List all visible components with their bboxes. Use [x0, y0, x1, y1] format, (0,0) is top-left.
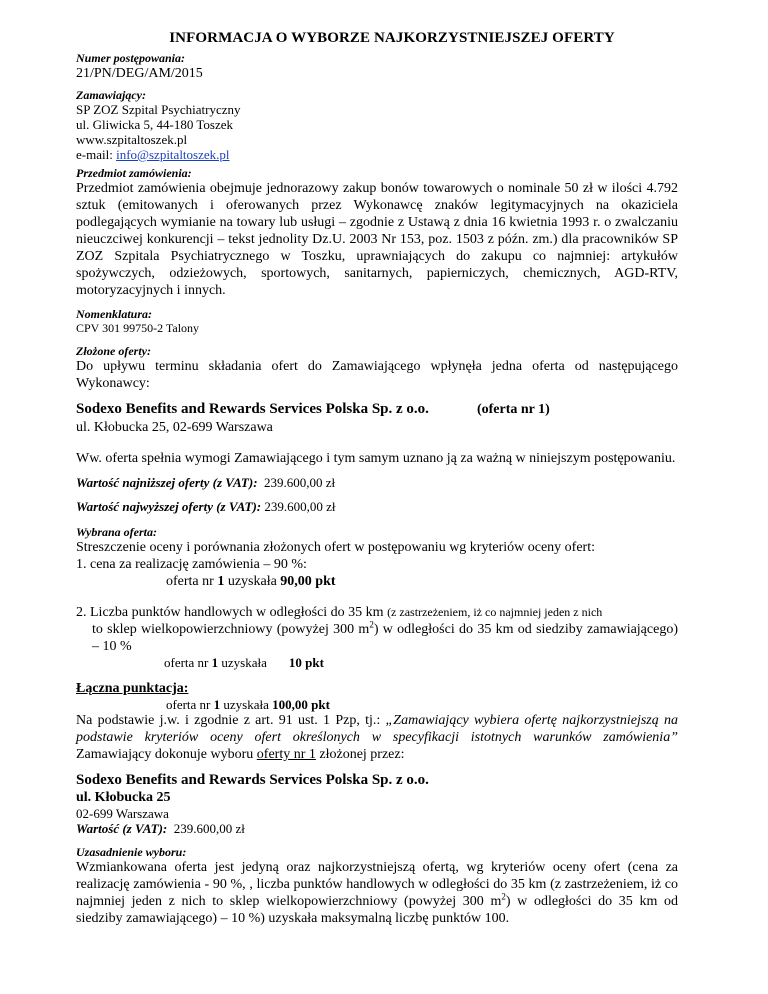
lowest-offer-value: 239.600,00 zł — [264, 475, 336, 490]
criterion-2-result — [76, 655, 678, 670]
criterion-2-text-c: ) w odległości do 35 km od siedziby zamawiającego) – 10 % — [92, 622, 678, 654]
subject-label: Przedmiot zamówienia: — [76, 166, 192, 180]
basis-text — [76, 712, 678, 763]
highest-offer — [76, 499, 678, 515]
criterion-2-points: 10 pkt — [288, 655, 324, 670]
criterion-2-cont — [76, 621, 678, 655]
criterion-2 — [76, 604, 678, 621]
basis-offer-ref: oferty nr 1 — [256, 747, 316, 762]
winner-company: Sodexo Benefits and Rewards Services Polska Sp. z o.o. — [76, 772, 429, 788]
offers-label: Złożone oferty: — [76, 344, 151, 358]
subject-text: Przedmiot zamówienia obejmuje jednorazowy zakup bonów towarowych o nominale 50 zł w ilości 4.792 sztuk (emitowanych i oferowanych przez Wykonawcę znaków legitymacyjnych na okaziciela podlegających wymianie na towary lub usługi – zgodnie z Ustawą z dnia 16 kwietnia 1993 r. o zwalczaniu nieuczciwej konkurencji – tekst jednolity Dz.U. 2003 Nr 153, poz. 1503 z późn. zm.) dla pracowników SP ZOZ Szpitala Psychiatrycznego w Toszku, uprawniających do zakupu co najmniej: artykułów spożywczych, odzieżowych, sportowych, sanitarnych, papierniczych, chemicznych, AGD-RTV, motoryzacyjnych i innych. — [76, 181, 678, 298]
winner-value-amount: 239.600,00 zł — [173, 821, 245, 836]
criterion-2-offer-number: 1 — [211, 655, 219, 670]
criterion-2-small-text: (z zastrzeżeniem, iż co najmniej jeden z nich — [387, 605, 603, 619]
criterion-2-sup: 2 — [369, 619, 374, 630]
criterion-2-result-prefix: oferta nr — [164, 655, 212, 670]
criterion-2-text-a: 2. Liczba punktów handlowych w odległości do 35 km — [76, 605, 388, 620]
winner-city: 02-699 Warszawa — [76, 806, 169, 821]
total-result-prefix: oferta nr — [166, 697, 214, 712]
highest-offer-value: 239.600,00 zł — [264, 499, 336, 514]
total-points: 100,00 pkt — [272, 697, 330, 712]
nomenclature-label: Nomenklatura: — [76, 307, 153, 321]
criterion-1-result — [76, 573, 678, 590]
highest-offer-label: Wartość najwyższej oferty (z VAT): — [76, 499, 262, 514]
offer-number: (oferta nr 1) — [476, 402, 550, 417]
summary-intro: Streszczenie oceny i porównania złożonych ofert w postępowaniu wg kryteriów oceny ofert: — [76, 540, 595, 555]
criterion-2-text-b: to sklep wielkopowierzchniowy (powyżej 300 m — [92, 622, 370, 637]
buyer-name: SP ZOZ Szpital Psychiatryczny — [76, 102, 241, 117]
winner-value — [76, 821, 678, 837]
basis-quote: „Zamawiający wybiera ofertę najkorzystniejszą na podstawie kryteriów oceny ofert określonych w specyfikacji istotnych warunków zamówienia” — [76, 713, 678, 745]
winner-street: ul. Kłobucka 25 — [76, 790, 171, 805]
offers-text: Do upływu terminu składania ofert do Zamawiającego wpłynęła jedna oferta od następującego Wykonawcy: — [76, 359, 678, 391]
total-label: Łączna punktacja: — [76, 681, 189, 696]
lowest-offer-label: Wartość najniższej oferty (z VAT): — [76, 475, 258, 490]
basis-text-a: Na podstawie j.w. i zgodnie z art. 91 ust. 1 Pzp, tj.: — [76, 713, 386, 728]
total-result — [76, 697, 678, 712]
criterion-1-result-prefix: oferta nr — [166, 574, 218, 589]
justification-text-a: Wzmiankowana oferta jest jedyną oraz najkorzystniejszą ofertą, wg kryteriów oceny ofert (cena za realizację zamówienia - 90 %, , liczba punktów handlowych w odległości do 35 km (z zastrzeżeniem, iż co najmniej jeden z nich to sklep wielkopowierzchniowy (powyżej 300 m — [76, 860, 678, 909]
justification-label: Uzasadnienie wyboru: — [76, 845, 187, 859]
buyer-email-link[interactable]: info@szpitaltoszek.pl — [116, 147, 230, 162]
justification-text — [76, 859, 678, 927]
justification-text-b: ) w odległości do 35 km od siedziby zamawiającego) – 10 %) uzyskała maksymalną liczbę punktów 100. — [76, 894, 678, 926]
criterion-1-result-middle: uzyskała — [224, 574, 281, 589]
buyer-email-line — [76, 147, 678, 162]
offer-address: ul. Kłobucka 25, 02-699 Warszawa — [76, 420, 273, 435]
buyer-address: ul. Gliwicka 5, 44-180 Toszek — [76, 117, 233, 132]
justification-sup: 2 — [501, 891, 506, 902]
valid-text: Ww. oferta spełnia wymogi Zamawiającego i tym samym uznano ją za ważną w niniejszym postępowaniu. — [76, 451, 676, 466]
criterion-1-offer-number: 1 — [217, 574, 225, 589]
nomenclature-value: CPV 301 99750-2 Talony — [76, 321, 200, 335]
document-title: INFORMACJA O WYBORZE NAJKORZYSTNIEJSZEJ OFERTY — [169, 30, 615, 46]
total-result-middle: uzyskała — [220, 697, 273, 712]
basis-text-b: Zamawiający dokonuje wyboru — [76, 747, 257, 762]
winner-value-label: Wartość (z VAT): — [76, 821, 168, 836]
basis-text-c: złożonej przez: — [315, 747, 405, 762]
case-number: 21/PN/DEG/AM/2015 — [76, 66, 203, 81]
buyer-email-prefix: e-mail: — [76, 147, 117, 162]
offer-company: Sodexo Benefits and Rewards Services Polska Sp. z o.o. — [76, 401, 429, 417]
case-number-label: Numer postępowania: — [76, 51, 186, 65]
total-offer-number: 1 — [213, 697, 221, 712]
criterion-1-points: 90,00 pkt — [280, 574, 336, 589]
buyer-website: www.szpitaltoszek.pl — [76, 132, 188, 147]
offer-company-line — [76, 400, 678, 419]
criterion-2-result-middle: uzyskała — [218, 655, 267, 670]
lowest-offer — [76, 475, 678, 491]
buyer-label: Zamawiający: — [76, 88, 146, 102]
criterion-1: 1. cena za realizację zamówienia – 90 %: — [76, 557, 307, 572]
chosen-label: Wybrana oferta: — [76, 525, 157, 539]
